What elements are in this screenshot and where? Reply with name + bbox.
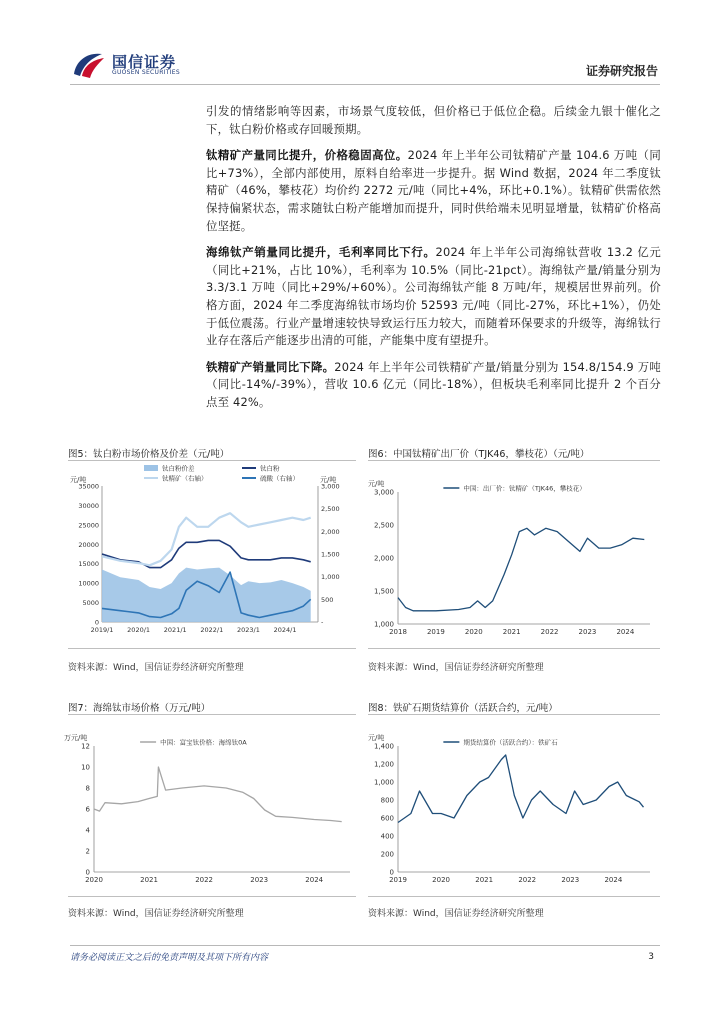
paragraph-4: 铁精矿产销量同比下降。2024 年上半年公司铁精矿产量/销量分别为 154.8/154.9 万吨（同比-14%/-39%），营收 10.6 亿元（同比-18%），但板块毛利率同比提升 2 个百分点至 42%。 [206,359,661,409]
fig5-legend-label-1: 钛白粉 [260,464,280,473]
fig8-ytick-0: 0 [389,868,394,877]
fig5-ytick-right-1: 500 [321,595,334,604]
fig8-xtick-1: 2020 [432,876,450,884]
fig6-ytick-0: 1,000 [373,620,394,629]
fig6-ytick-2: 2,000 [373,554,394,563]
fig5-legend-swatch-0 [144,465,158,471]
fig6-xtick-0: 2018 [389,628,407,636]
fig6-unit-label: 元/吨 [368,480,385,488]
fig8-ytick-2: 400 [380,832,394,841]
fig7-unit-label: 万元/吨 [64,734,88,742]
fig5-ytick-left-5: 25000 [78,521,99,530]
paragraph-3: 海绵钛产销量同比提升，毛利率同比下行。2024 年上半年公司海绵钛营收 13.2 亿元（同比+21%，占比 10%），毛利率为 10.5%（同比-21pct）。海绵钛产量/销量分别为 3.3/3.1 万吨（同比+29%/+60%）。公司海绵钛产能 8 万吨/年，规模居世界前列。价格方面，2024 年二季度海绵钛市场均价 52593 元/吨（同比-27%，环比+1%），仍处于低位震荡。行业产量增速较快导致运行压力较大，而随着环保要求的升级等，海绵钛行业存在落后产能逐步出清的可能，产能集中度有望提升。 [206,245,661,348]
paragraph-2: 钛精矿产量同比提升，价格稳固高位。2024 年上半年公司钛精矿产量 104.6 万吨（同比+73%），全部内部使用，原料自给率进一步提升。据 Wind 数据，2024 年二季度钛精矿（46%，攀枝花）均价约 2272 元/吨（同比+4%，环比+0.1%）。钛精矿供需依然保持偏紧状态，需求随钛白粉产能增加而提升，同时供给端未见明显增量，钛精矿价格高位坚挺。 [206,148,661,233]
fig6-series-line [398,528,644,611]
fig8-unit-label: 元/吨 [368,734,385,742]
fig5-xtick-2: 2021/1 [163,626,187,634]
fig5-ytick-left-0: 0 [94,618,99,627]
fig7-title: 图7：海绵钛市场价格（万元/吨） [68,703,211,714]
fig7-xtick-3: 2023 [250,876,269,884]
fig6-xtick-5: 2023 [578,628,597,636]
fig8-xtick-2: 2021 [475,876,494,884]
fig8-ytick-1: 200 [380,850,394,859]
fig8-xtick-3: 2022 [518,876,537,884]
fig7-ytick-2: 4 [85,826,90,835]
fig6-bottom-rule [368,648,660,649]
fig7-ytick-5: 10 [81,763,90,772]
disclaimer-text: 请务必阅读正文之后的免责声明及其项下所有内容 [70,953,269,963]
fig6-xtick-3: 2021 [502,628,521,636]
fig5-legend-label-3: 硫酸（右轴） [260,474,299,483]
fig6-ytick-4: 3,000 [373,488,394,497]
fig8-bottom-rule [368,896,660,897]
fig5-ytick-left-6: 30000 [78,501,99,510]
fig7-legend-label: 中国：富宝钛价格：海绵钛0A [160,738,247,747]
fig6-chart [368,464,660,642]
fig5-ytick-right-5: 2,500 [321,505,340,514]
fig6-xtick-2: 2020 [464,628,483,636]
fig5-ytick-left-3: 15000 [78,560,99,569]
report-type-label: 证券研究报告 [585,64,658,78]
fig6-ytick-1: 1,500 [373,587,394,596]
fig5-chart [68,464,356,642]
fig5-ytick-left-7: 35000 [78,482,99,491]
header-divider [70,84,660,85]
fig5-legend-label-2: 钛精矿（右轴） [162,474,208,483]
fig5-ytick-left-1: 5000 [82,599,99,608]
fig8-ytick-6: 1,200 [373,760,394,769]
fig7-ytick-0: 0 [85,868,90,877]
fig7-xtick-2: 2022 [195,876,214,884]
page-number: 3 [648,952,654,962]
fig7-xtick-1: 2021 [140,876,158,884]
fig5-top-rule [68,460,356,461]
fig5-source: 资料来源：Wind，国信证券经济研究所整理 [68,663,244,673]
fig6-ytick-3: 2,500 [373,521,394,530]
fig6-top-rule [368,460,660,461]
fig7-xtick-4: 2024 [305,876,324,884]
fig5-ytick-left-4: 20000 [78,540,99,549]
fig5-xtick-1: 2020/1 [127,626,151,634]
fig8-xtick-4: 2023 [561,876,580,884]
fig8-top-rule [368,714,660,715]
fig5-xtick-3: 2022/1 [200,626,224,634]
paragraph-3-heading: 海绵钛产销量同比提升，毛利率同比下行。 [206,245,436,260]
fig5-ytick-right-6: 3,000 [321,482,340,491]
fig7-top-rule [68,714,356,715]
fig8-ytick-4: 800 [380,796,394,805]
fig7-xtick-0: 2020 [85,876,103,884]
fig6-legend-label: 中国：出厂价：钛精矿（TJK46，攀枝花） [463,484,586,493]
fig7-ytick-6: 12 [81,742,90,751]
fig8-legend-label: 期货结算价（活跃合约）：铁矿石 [463,738,558,747]
fig5-legend-label-0: 钛白粉价差 [162,464,195,473]
fig7-source: 资料来源：Wind，国信证券经济研究所整理 [68,909,244,919]
fig7-series-line [94,767,342,822]
page-header [70,48,660,82]
fig5-ytick-left-2: 10000 [78,579,99,588]
fig5-ytick-right-0: - [321,618,324,627]
fig5-xtick-5: 2024/1 [273,626,297,634]
fig5-left-unit: 元/吨 [70,476,87,484]
footer-divider [70,945,660,946]
fig6-source: 资料来源：Wind，国信证券经济研究所整理 [368,663,544,673]
fig8-ytick-7: 1,400 [373,742,394,751]
paragraph-2-heading: 钛精矿产量同比提升，价格稳固高位。 [206,148,408,163]
fig8-chart [368,718,660,890]
fig8-series-line [398,755,644,823]
guosen-logo-icon [70,48,106,80]
logo-text-cn: 国信证券 [112,53,177,71]
paragraph-4-heading: 铁精矿产销量同比下降。 [206,359,335,374]
fig8-xtick-0: 2019 [389,876,407,884]
fig8-xtick-5: 2024 [604,876,623,884]
fig6-xtick-6: 2024 [616,628,635,636]
fig5-ytick-right-3: 1,500 [321,550,340,559]
body-text [206,103,661,421]
fig5-xtick-0: 2019/1 [90,626,114,634]
fig5-ytick-right-2: 1,000 [321,573,340,582]
fig6-title: 图6：中国钛精矿出厂价（TJK46，攀枝花）（元/吨） [368,449,590,460]
fig7-bottom-rule [68,896,356,897]
fig7-chart [64,718,356,890]
logo-text-en: GUOSEN SECURITIES [112,69,181,76]
fig7-ytick-1: 2 [85,847,90,856]
fig8-title: 图8：铁矿石期货结算价（活跃合约，元/吨） [368,703,558,714]
fig5-title: 图5：钛白粉市场价格及价差（元/吨） [68,449,230,460]
fig6-xtick-4: 2022 [540,628,559,636]
fig7-ytick-3: 6 [85,805,90,814]
fig8-source: 资料来源：Wind，国信证券经济研究所整理 [368,909,544,919]
fig5-ytick-right-4: 2,000 [321,527,340,536]
fig5-bottom-rule [68,648,356,649]
fig7-ytick-4: 8 [85,784,90,793]
paragraph-1: 引发的情绪影响等因素，市场景气度较低，但价格已于低位企稳。后续金九银十催化之下，钛白粉价格或存回暖预期。 [206,104,661,136]
fig8-ytick-3: 600 [380,814,394,823]
fig5-xtick-4: 2023/1 [237,626,260,634]
fig8-ytick-5: 1,000 [373,778,394,787]
fig6-xtick-1: 2019 [426,628,445,636]
fig5-right-unit: 元/吨 [320,476,337,484]
